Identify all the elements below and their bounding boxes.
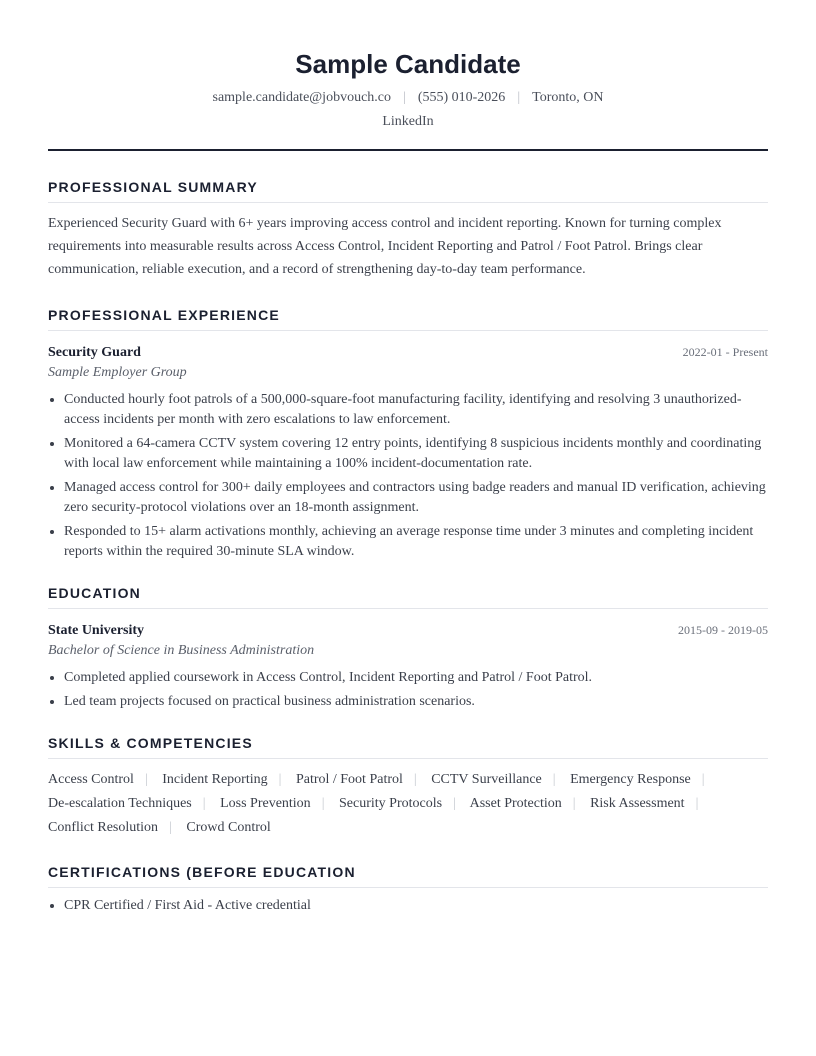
list-item: Responded to 15+ alarm activations monthly, achieving an average response time under 3 minutes and completing incident reports within the required 30-minute SLA window. xyxy=(48,522,768,562)
skill-item: Asset Protection xyxy=(469,796,562,811)
skill-separator: | xyxy=(701,772,705,787)
section-title-education: EDUCATION xyxy=(48,584,768,609)
resume-page xyxy=(48,0,768,920)
job-dates: 2022-01 - Present xyxy=(682,345,768,359)
list-item: Led team projects focused on practical business administration scenarios. xyxy=(48,692,768,712)
skill-item: Loss Prevention xyxy=(220,796,311,811)
skills-list xyxy=(48,768,768,840)
section-title-experience: PROFESSIONAL EXPERIENCE xyxy=(48,306,768,331)
section-title-skills: SKILLS & COMPETENCIES xyxy=(48,734,768,759)
skill-separator: | xyxy=(169,820,172,835)
skill-item: Security Protocols xyxy=(339,796,443,811)
skill-item: De-escalation Techniques xyxy=(48,796,192,811)
experience-entry-header xyxy=(48,344,768,362)
contact-line xyxy=(48,89,768,107)
job-title: Security Guard xyxy=(48,345,141,360)
skill-separator: | xyxy=(144,772,148,787)
skill-separator: | xyxy=(413,772,417,787)
skill-separator: | xyxy=(695,796,699,811)
skill-separator: | xyxy=(278,772,282,787)
experience-bullets xyxy=(48,390,768,562)
list-item: Managed access control for 300+ daily employees and contractors using badge readers and manual ID verification, achieving zero security-protocol violations over an 18-month assignment. xyxy=(48,478,768,518)
skill-item: Incident Reporting xyxy=(162,772,268,787)
skill-item: Conflict Resolution xyxy=(48,820,159,835)
school-name: State University xyxy=(48,623,145,638)
contact-email[interactable]: sample.candidate@jobvouch.co xyxy=(212,90,391,105)
skill-item: Crowd Control xyxy=(186,820,271,835)
skill-item: Access Control xyxy=(48,772,134,787)
skill-item: CCTV Surveillance xyxy=(431,772,542,787)
list-item: CPR Certified / First Aid - Active credential xyxy=(48,896,768,916)
employer-name: Sample Employer Group xyxy=(48,365,187,380)
section-title-summary: PROFESSIONAL SUMMARY xyxy=(48,178,768,203)
list-item: Completed applied coursework in Access Control, Incident Reporting and Patrol / Foot Patrol. xyxy=(48,668,768,688)
skill-item: Emergency Response xyxy=(570,772,691,787)
header-divider xyxy=(48,149,768,151)
list-item: Monitored a 64-camera CCTV system covering 12 entry points, identifying 8 suspicious incidents monthly and coordinating with local law enforcement while maintaining a 100% incident-documentation rate. xyxy=(48,434,768,474)
skill-separator: | xyxy=(321,796,325,811)
contact-separator: | xyxy=(403,90,406,105)
linkedin-link[interactable]: LinkedIn xyxy=(382,114,434,129)
list-item: Conducted hourly foot patrols of a 500,000-square-foot manufacturing facility, identifying and resolving 3 unauthorized-access incidents per month with zero escalations to law enforcement. xyxy=(48,390,768,430)
skill-separator: | xyxy=(572,796,576,811)
candidate-name: Sample Candidate xyxy=(295,49,521,79)
certification-bullets xyxy=(48,896,768,916)
degree-name: Bachelor of Science in Business Administration xyxy=(48,643,315,658)
education-dates: 2015-09 - 2019-05 xyxy=(678,623,768,637)
skill-separator: | xyxy=(453,796,456,811)
contact-phone: (555) 010-2026 xyxy=(417,90,506,105)
contact-location: Toronto, ON xyxy=(532,90,604,105)
education-bullets xyxy=(48,668,768,712)
skill-separator: | xyxy=(552,772,556,787)
skill-item: Risk Assessment xyxy=(590,796,685,811)
skill-item: Patrol / Foot Patrol xyxy=(295,772,403,787)
education-entry-header xyxy=(48,622,768,640)
section-title-certifications: CERTIFICATIONS (BEFORE EDUCATION xyxy=(48,863,768,888)
contact-separator: | xyxy=(517,90,521,105)
summary-text: Experienced Security Guard with 6+ years improving access control and incident reporting. Known for turning complex requirements into measurable results across Access Control, Incident Reporting and Patrol / Foot Patrol. Brings clear communication, reliable execution, and a record of strengthening day-to-day team performance. xyxy=(48,216,722,277)
skill-separator: | xyxy=(202,796,206,811)
